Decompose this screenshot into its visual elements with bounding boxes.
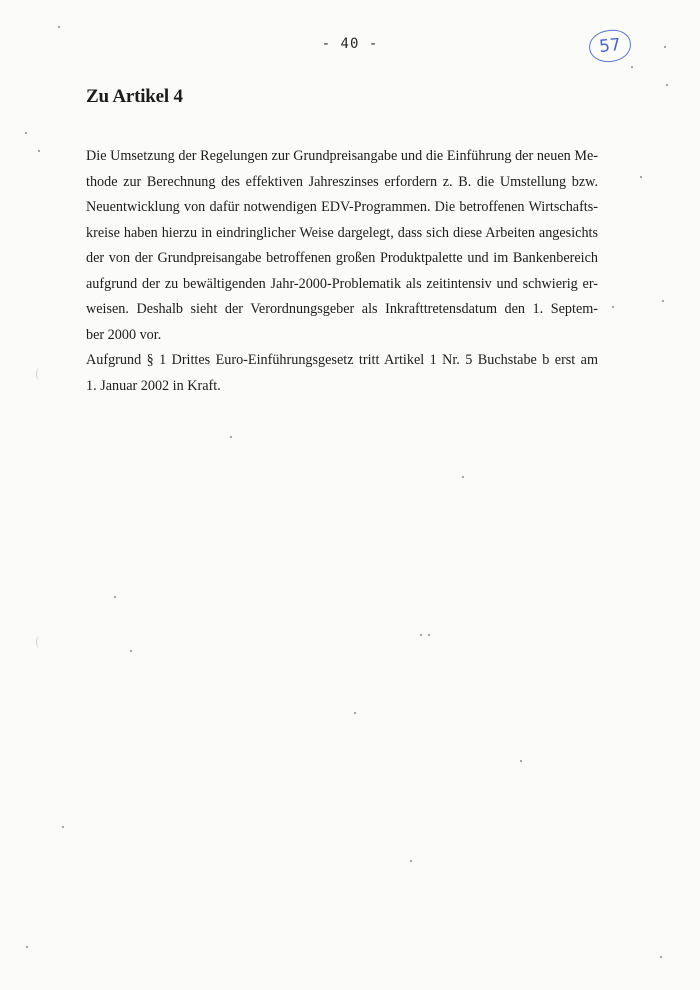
body-line: der von der Grundpreisangabe betroffenen großen Produktpalette und im Bankenbereich (86, 250, 598, 266)
scan-speck (230, 436, 232, 438)
body-line: kreise haben hierzu in eindringlicher Weise dargelegt, dass sich diese Arbeiten angesichts (86, 224, 598, 241)
scan-speck (428, 634, 430, 636)
scan-speck (114, 596, 116, 598)
scan-speck (58, 26, 60, 28)
scan-speck (354, 712, 356, 714)
body-line: aufgrund der zu bewältigenden Jahr-2000-Problematik als zeitintensiv und schwierig er- (86, 275, 598, 292)
scan-speck (631, 66, 633, 68)
scan-speck (26, 946, 28, 948)
scan-speck (38, 150, 40, 152)
body-line: 1. Januar 2002 in Kraft. (86, 377, 221, 394)
scan-speck (662, 300, 664, 302)
body-line: weisen. Deshalb sieht der Verordnungsgeber als Inkrafttretensdatum den 1. Septem- (86, 301, 598, 317)
section-body (86, 144, 598, 399)
scan-speck (130, 650, 132, 652)
punch-hole-shadow (36, 636, 43, 648)
scan-speck (612, 306, 614, 308)
handwritten-page-stamp: 57 (587, 28, 632, 64)
body-line: Die Umsetzung der Regelungen zur Grundpreisangabe und die Einführung der neuen Me- (86, 148, 598, 164)
body-line: thode zur Berechnung des effektiven Jahreszinses erfordern z. B. die Umstellung bzw. (86, 173, 598, 190)
scan-speck (420, 634, 422, 636)
scan-speck (462, 476, 464, 478)
section-heading: Zu Artikel 4 (86, 86, 183, 107)
scan-speck (25, 132, 27, 134)
scan-speck (664, 46, 666, 48)
punch-hole-shadow (36, 368, 43, 380)
body-line: Neuentwicklung von dafür notwendigen EDV-Programmen. Die betroffenen Wirtschafts- (86, 199, 598, 215)
page-number: - 40 - (321, 36, 379, 52)
scan-speck (666, 84, 668, 86)
body-line: ber 2000 vor. (86, 326, 162, 343)
scan-speck (62, 826, 64, 828)
scan-speck (640, 176, 642, 178)
scan-speck (660, 956, 662, 958)
body-line: Aufgrund § 1 Drittes Euro-Einführungsgesetz tritt Artikel 1 Nr. 5 Buchstabe b erst am (86, 352, 598, 368)
scan-speck (410, 860, 412, 862)
scan-speck (520, 760, 522, 762)
